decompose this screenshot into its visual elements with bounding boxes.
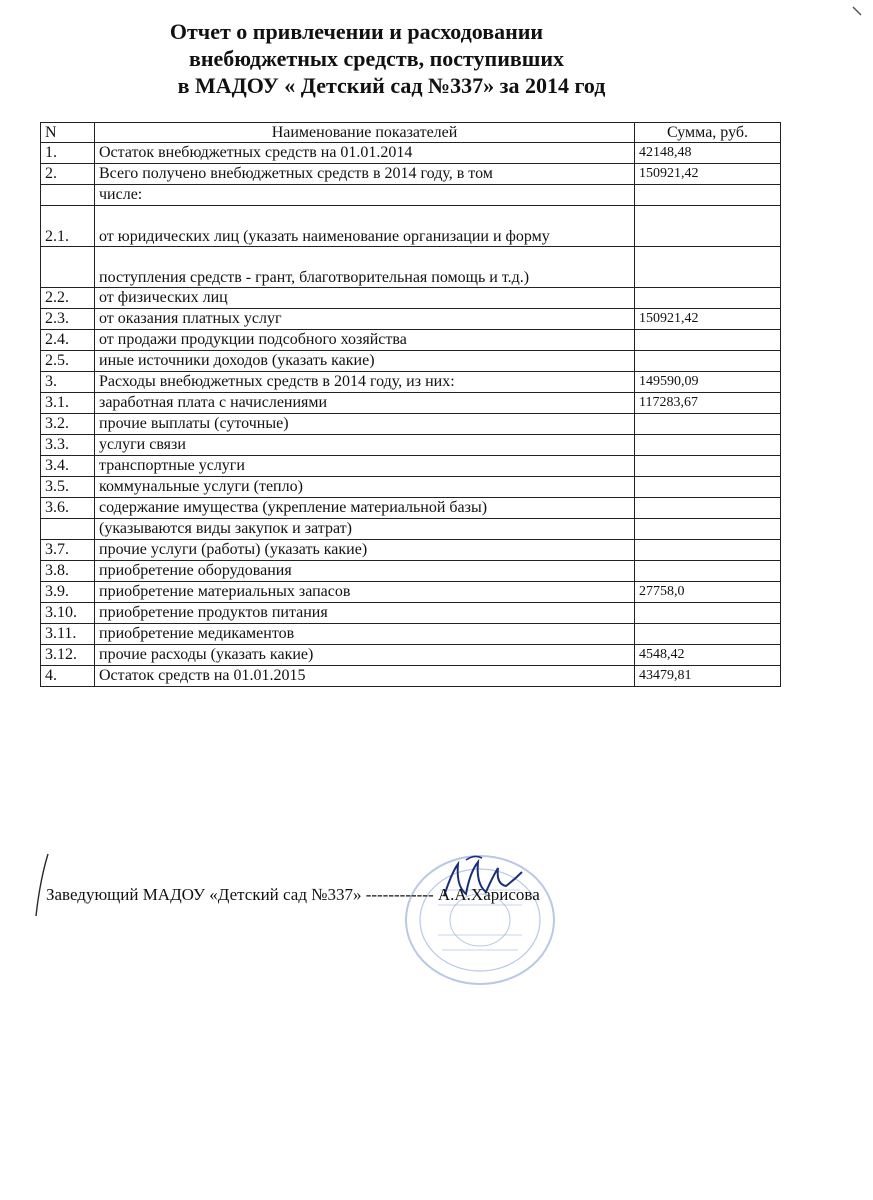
- row-number: 4.: [41, 666, 95, 687]
- row-indicator-name: приобретение материальных запасов: [95, 582, 635, 603]
- row-number: 3.9.: [41, 582, 95, 603]
- title-line-2: внебюджетных средств, поступивших: [188, 46, 565, 71]
- row-number: 3.11.: [41, 624, 95, 645]
- row-amount: [635, 288, 781, 309]
- table-row: [41, 330, 781, 351]
- row-amount: 4548,42: [635, 645, 781, 666]
- row-indicator-name: Остаток внебюджетных средств на 01.01.2014: [95, 143, 635, 164]
- row-number: 3.: [41, 372, 95, 393]
- row-amount: 150921,42: [635, 164, 781, 185]
- row-amount: [635, 561, 781, 582]
- report-title: [0, 18, 873, 99]
- row-indicator-name: (указываются виды закупок и затрат): [95, 519, 635, 540]
- row-indicator-name: от физических лиц: [95, 288, 635, 309]
- table-row: [41, 540, 781, 561]
- table-row: [41, 582, 781, 603]
- table-header-row: [41, 123, 781, 143]
- row-indicator-name: числе:: [95, 185, 635, 206]
- row-number: 3.1.: [41, 393, 95, 414]
- row-amount: [635, 624, 781, 645]
- row-indicator-name: от юридических лиц (указать наименование организации и форму: [95, 206, 635, 247]
- row-amount: 149590,09: [635, 372, 781, 393]
- row-indicator-name: от оказания платных услуг: [95, 309, 635, 330]
- row-number: 1.: [41, 143, 95, 164]
- table-row: [41, 414, 781, 435]
- row-amount: [635, 456, 781, 477]
- row-amount: [635, 330, 781, 351]
- row-number: 3.7.: [41, 540, 95, 561]
- row-amount: [635, 414, 781, 435]
- table-row: [41, 247, 781, 288]
- row-amount: 43479,81: [635, 666, 781, 687]
- table-body: [41, 143, 781, 687]
- signature-block: [28, 850, 828, 1000]
- header-n: N: [41, 123, 95, 143]
- table-row: [41, 645, 781, 666]
- table-row: [41, 164, 781, 185]
- row-number: 2.2.: [41, 288, 95, 309]
- row-indicator-name: приобретение медикаментов: [95, 624, 635, 645]
- table-row: [41, 624, 781, 645]
- row-indicator-name: Расходы внебюджетных средств в 2014 году, из них:: [95, 372, 635, 393]
- row-number: [41, 185, 95, 206]
- row-number: 2.5.: [41, 351, 95, 372]
- table-row: [41, 393, 781, 414]
- row-number: 3.10.: [41, 603, 95, 624]
- row-indicator-name: коммунальные услуги (тепло): [95, 477, 635, 498]
- row-amount: [635, 247, 781, 288]
- row-indicator-name: поступления средств - грант, благотворительная помощь и т.д.): [95, 247, 635, 288]
- row-amount: 42148,48: [635, 143, 781, 164]
- table-row: [41, 288, 781, 309]
- corner-mark-icon: [850, 4, 864, 18]
- row-number: [41, 247, 95, 288]
- row-amount: [635, 498, 781, 519]
- row-indicator-name: от продажи продукции подсобного хозяйства: [95, 330, 635, 351]
- row-indicator-name: заработная плата с начислениями: [95, 393, 635, 414]
- row-amount: [635, 185, 781, 206]
- row-number: 3.8.: [41, 561, 95, 582]
- table-row: [41, 372, 781, 393]
- row-number: [41, 519, 95, 540]
- row-amount: [635, 519, 781, 540]
- row-indicator-name: Остаток средств на 01.01.2015: [95, 666, 635, 687]
- table-row: [41, 519, 781, 540]
- row-indicator-name: приобретение оборудования: [95, 561, 635, 582]
- row-indicator-name: прочие выплаты (суточные): [95, 414, 635, 435]
- table-row: [41, 143, 781, 164]
- row-number: 3.12.: [41, 645, 95, 666]
- header-sum: Сумма, руб.: [635, 123, 781, 143]
- table-row: [41, 477, 781, 498]
- row-amount: [635, 540, 781, 561]
- row-amount: 27758,0: [635, 582, 781, 603]
- row-indicator-name: иные источники доходов (указать какие): [95, 351, 635, 372]
- row-amount: 150921,42: [635, 309, 781, 330]
- row-number: 2.4.: [41, 330, 95, 351]
- row-number: 3.5.: [41, 477, 95, 498]
- row-number: 3.4.: [41, 456, 95, 477]
- table-row: [41, 309, 781, 330]
- row-indicator-name: транспортные услуги: [95, 456, 635, 477]
- title-line-1: Отчет о привлечении и расходовании: [169, 19, 544, 44]
- row-number: 2.3.: [41, 309, 95, 330]
- table-row: [41, 603, 781, 624]
- row-amount: [635, 351, 781, 372]
- row-number: 2.1.: [41, 206, 95, 247]
- row-amount: [635, 435, 781, 456]
- title-line-3: в МАДОУ « Детский сад №337» за 2014 год: [177, 73, 606, 98]
- table-row: [41, 456, 781, 477]
- table-row: [41, 435, 781, 456]
- table-row: [41, 206, 781, 247]
- table-row: [41, 185, 781, 206]
- row-amount: [635, 603, 781, 624]
- table-row: [41, 351, 781, 372]
- row-indicator-name: Всего получено внебюджетных средств в 2014 году, в том: [95, 164, 635, 185]
- row-number: 3.6.: [41, 498, 95, 519]
- row-number: 2.: [41, 164, 95, 185]
- row-amount: [635, 477, 781, 498]
- row-number: 3.2.: [41, 414, 95, 435]
- row-indicator-name: прочие услуги (работы) (указать какие): [95, 540, 635, 561]
- row-indicator-name: содержание имущества (укрепление материальной базы): [95, 498, 635, 519]
- row-amount: 117283,67: [635, 393, 781, 414]
- director-signature-line: Заведующий МАДОУ «Детский сад №337» ------------ А.А.Харисова: [46, 885, 540, 904]
- row-indicator-name: приобретение продуктов питания: [95, 603, 635, 624]
- table-row: [41, 666, 781, 687]
- row-indicator-name: прочие расходы (указать какие): [95, 645, 635, 666]
- table-row: [41, 561, 781, 582]
- row-number: 3.3.: [41, 435, 95, 456]
- row-amount: [635, 206, 781, 247]
- table-row: [41, 498, 781, 519]
- report-table: [40, 122, 781, 687]
- header-name: Наименование показателей: [95, 123, 635, 143]
- row-indicator-name: услуги связи: [95, 435, 635, 456]
